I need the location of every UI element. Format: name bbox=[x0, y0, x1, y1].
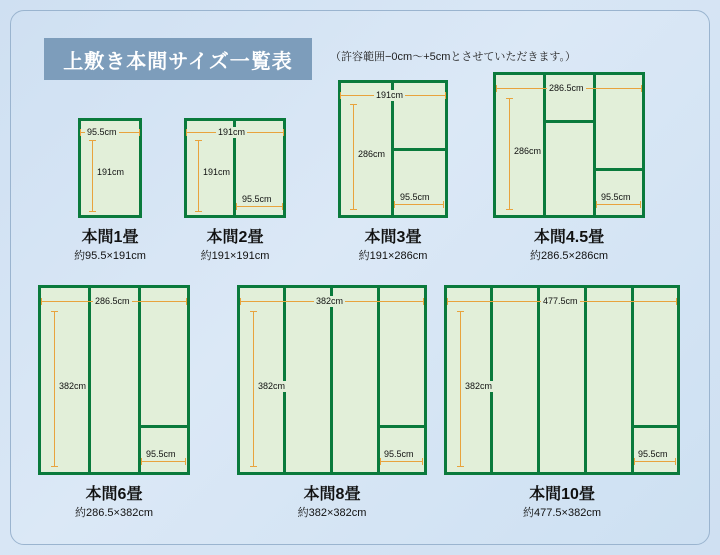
figure-name: 本間8畳 bbox=[303, 486, 361, 503]
mat-divider bbox=[330, 288, 333, 472]
dimension-tick bbox=[445, 92, 446, 99]
figure-size: 約477.5×382cm bbox=[523, 507, 601, 519]
caption-honma-6jo bbox=[4, 485, 224, 521]
dimension-tick bbox=[283, 129, 284, 136]
mat-width-label: 95.5cm bbox=[601, 192, 631, 202]
dimension-tick bbox=[250, 311, 257, 312]
height-label: 191cm bbox=[97, 167, 125, 177]
dimension-tick bbox=[80, 129, 81, 136]
width-label: 191cm bbox=[218, 127, 246, 137]
figure-name: 本間1畳 bbox=[81, 229, 139, 246]
figure-name: 本間2畳 bbox=[206, 229, 264, 246]
mat-width-label: 95.5cm bbox=[242, 194, 272, 204]
tatami-mat bbox=[444, 285, 680, 475]
dimension-tick bbox=[139, 129, 140, 136]
mat-divider bbox=[537, 288, 540, 472]
height-dimension-line bbox=[54, 311, 55, 467]
dimension-tick bbox=[350, 104, 357, 105]
title-banner bbox=[44, 38, 312, 80]
figure-honma-1jo bbox=[78, 118, 142, 218]
dimension-tick bbox=[195, 211, 202, 212]
mat-width-dimension-line bbox=[596, 204, 641, 205]
caption-honma-8jo bbox=[222, 485, 442, 521]
figure-name: 本間10畳 bbox=[529, 486, 595, 503]
mat-width-label: 95.5cm bbox=[146, 449, 176, 459]
figure-name: 本間4.5畳 bbox=[533, 229, 605, 246]
mat-divider bbox=[543, 75, 546, 215]
dimension-tick bbox=[186, 129, 187, 136]
dimension-tick bbox=[41, 298, 42, 305]
dimension-tick bbox=[240, 298, 241, 305]
dimension-tick bbox=[282, 203, 283, 210]
height-dimension-line bbox=[353, 104, 354, 210]
mat-divider bbox=[631, 288, 634, 472]
height-dimension-line bbox=[509, 98, 510, 210]
mat-divider bbox=[584, 288, 587, 472]
dimension-tick bbox=[641, 85, 642, 92]
dimension-tick bbox=[250, 466, 257, 467]
mat-width-dimension-line bbox=[236, 206, 283, 207]
mat-divider bbox=[88, 288, 91, 472]
dimension-tick bbox=[186, 298, 187, 305]
height-label: 286cm bbox=[514, 146, 542, 156]
height-dimension-line bbox=[460, 311, 461, 467]
figure-honma-10jo bbox=[444, 285, 680, 475]
dimension-tick bbox=[394, 201, 395, 208]
dimension-tick bbox=[634, 458, 635, 465]
height-dimension-line bbox=[92, 140, 93, 212]
tatami-mat bbox=[38, 285, 190, 475]
mat-width-dimension-line bbox=[141, 461, 186, 462]
height-label: 382cm bbox=[258, 381, 286, 391]
figure-name: 本間3畳 bbox=[364, 229, 422, 246]
dimension-tick bbox=[506, 209, 513, 210]
mat-divider bbox=[377, 288, 380, 472]
figure-honma-2jo bbox=[184, 118, 286, 218]
figure-honma-8jo bbox=[237, 285, 427, 475]
dimension-tick bbox=[51, 311, 58, 312]
tolerance-note: （許容範囲−0cm〜+5cmとさせていただきます。） bbox=[330, 51, 577, 63]
mat-divider bbox=[593, 75, 596, 215]
figure-size: 約191×191cm bbox=[200, 250, 270, 262]
dimension-tick bbox=[89, 211, 96, 212]
page-title: 上敷き本間サイズ一覧表 bbox=[63, 50, 293, 73]
width-label: 286.5cm bbox=[549, 83, 584, 93]
width-label: 95.5cm bbox=[87, 127, 117, 137]
mat-width-dimension-line bbox=[634, 461, 676, 462]
dimension-tick bbox=[506, 98, 513, 99]
mat-divider bbox=[490, 288, 493, 472]
dimension-tick bbox=[195, 140, 202, 141]
mat-divider bbox=[543, 120, 593, 123]
mat-width-label: 95.5cm bbox=[400, 192, 430, 202]
width-label: 286.5cm bbox=[95, 296, 130, 306]
dimension-tick bbox=[236, 203, 237, 210]
mat-divider bbox=[138, 425, 187, 428]
width-label: 191cm bbox=[376, 90, 404, 100]
dimension-tick bbox=[596, 201, 597, 208]
mat-divider bbox=[593, 168, 642, 171]
width-label: 477.5cm bbox=[543, 296, 578, 306]
mat-width-label: 95.5cm bbox=[638, 449, 668, 459]
dimension-tick bbox=[51, 466, 58, 467]
dimension-tick bbox=[496, 85, 497, 92]
mat-divider bbox=[391, 148, 445, 151]
dimension-tick bbox=[380, 458, 381, 465]
dimension-tick bbox=[185, 458, 186, 465]
height-label: 382cm bbox=[59, 381, 87, 391]
dimension-tick bbox=[447, 298, 448, 305]
dimension-tick bbox=[422, 458, 423, 465]
figure-name: 本間6畳 bbox=[85, 486, 143, 503]
figure-size: 約382×382cm bbox=[297, 507, 367, 519]
dimension-tick bbox=[443, 201, 444, 208]
mat-width-dimension-line bbox=[394, 204, 444, 205]
height-dimension-line bbox=[253, 311, 254, 467]
figure-size: 約191×286cm bbox=[358, 250, 428, 262]
dimension-tick bbox=[423, 298, 424, 305]
figure-honma-6jo bbox=[38, 285, 190, 475]
figure-honma-3jo bbox=[338, 80, 448, 218]
dimension-tick bbox=[675, 458, 676, 465]
dimension-tick bbox=[350, 209, 357, 210]
dimension-tick bbox=[89, 140, 96, 141]
dimension-tick bbox=[141, 458, 142, 465]
dimension-tick bbox=[676, 298, 677, 305]
mat-width-dimension-line bbox=[380, 461, 423, 462]
width-label: 382cm bbox=[316, 296, 344, 306]
figure-size: 約95.5×191cm bbox=[74, 250, 146, 262]
figure-honma-45jo bbox=[493, 72, 645, 218]
mat-width-label: 95.5cm bbox=[384, 449, 414, 459]
figure-size: 約286.5×286cm bbox=[530, 250, 608, 262]
mat-divider bbox=[138, 288, 141, 472]
mat-divider bbox=[631, 425, 677, 428]
height-label: 191cm bbox=[203, 167, 231, 177]
height-label: 382cm bbox=[465, 381, 493, 391]
figure-size: 約286.5×382cm bbox=[75, 507, 153, 519]
caption-honma-10jo bbox=[452, 485, 672, 521]
dimension-tick bbox=[457, 466, 464, 467]
mat-divider bbox=[283, 288, 286, 472]
height-label: 286cm bbox=[358, 149, 386, 159]
dimension-tick bbox=[457, 311, 464, 312]
dimension-tick bbox=[640, 201, 641, 208]
mat-divider bbox=[377, 425, 424, 428]
caption-honma-45jo bbox=[459, 228, 679, 264]
height-dimension-line bbox=[198, 140, 199, 212]
dimension-tick bbox=[340, 92, 341, 99]
